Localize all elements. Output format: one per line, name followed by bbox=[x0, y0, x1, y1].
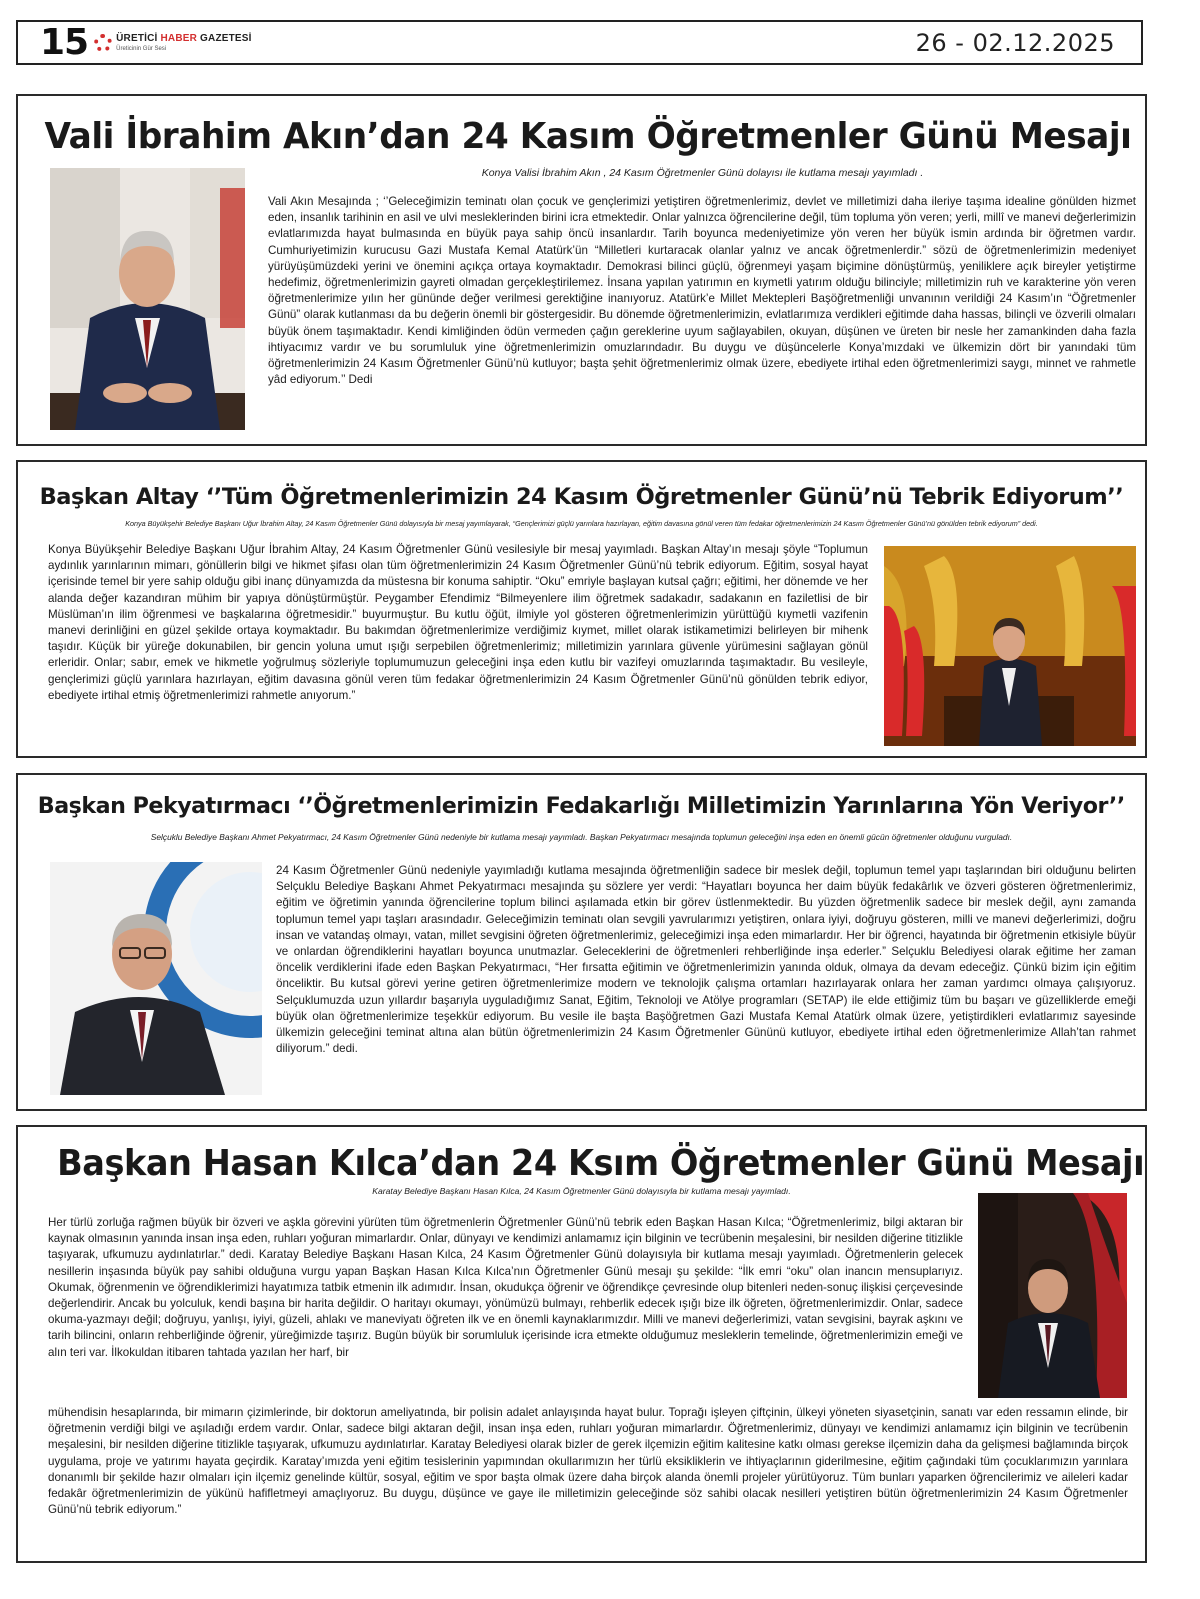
logo-word-1: ÜRETİCİ bbox=[116, 32, 158, 44]
article-lead: Konya Büyükşehir Belediye Başkanı Uğur İbrahim Altay, 24 Kasım Öğretmenler Günü dolayısıyla bir mesaj yayımlayarak, “Gençlerimizi güçlü yarınlara hazırlayan, eğitim davasına gönül veren tüm fedakar öğretmenlerimizin 24 Kasım Öğretmenler Günü’nü gönülden tebrik ediyorum” dedi. bbox=[125, 519, 1038, 528]
article-lead: Karatay Belediye Başkanı Hasan Kılca, 24 Kasım Öğretmenler Günü dolayısıyla bir kutlama mesajı yayımladı. bbox=[372, 1186, 791, 1196]
logo-word-3: GAZETESİ bbox=[200, 32, 252, 44]
portrait-photo bbox=[978, 1193, 1127, 1398]
article-body: Vali Akın Mesajında ; ‘’Geleceğimizin teminatı olan çocuk ve gençlerimizi yetiştiren öğretmenlerimiz, devlet ve milletimizi daha ileriye taşıma idealine gönülden hizmet eden, insanlık tarihinin en asil ve ulvi mesleklerinden birini icra etmektedir. Onlar yalnızca öğrencilerine değil, tüm topluma yön veren; yerli, millî ve manevi değerlerimizin evlatlarımızda hayat bulmasında en büyük paya sahip öncü insanlardır. Tarih boyunca medeniyetimize yön veren her büyük ismin ardında bir öğretmen vardır. Cumhuriyetimizin kurucusu Gazi Mustafa Kemal Atatürk’ün “Milletleri kurtaracak olanlar yalnız ve ancak öğretmenlerdir.” sözü de öğretmenlerimizin medeniyet yürüyüşümüzdeki yerini ve önemini açıkça ortaya koymaktadır. Demokrasi bilinci güçlü, öğrenmeyi yaşam biçimine dönüştürmüş, yeniliklere açık bireyler yetiştirme hedefimiz, öğretmenlerimizin gayreti olmadan gerçekleştirilemez. İnsana yapılan yatırımın en kıymetli yatırım olduğu bilinciyle; milletimizin ruh ve karakterine yön veren öğretmenlerimize yılın her gününde değer verilmesi gerektiğine inanıyoruz. Atatürk’e Millet Mektepleri Başöğretmenliği unvanının verildiği 24 Kasım’ın “Öğretmenler Günü” olarak kutlanması da bu değerin önemli bir göstergesidir. Bu dönemde öğretmenlerimizin, evlatlarımıza verdikleri eğitimde daha hassas, bilinçli ve özverili olmaları büyük önem taşımaktadır. Kendi kimliğinden ödün vermeden çağın gereklerine uyum sağlayabilen, okuyan, düşünen ve üreten bir nesle her zamankinden daha fazla ihtiyacımız vardır ve bu sorumluluk yine öğretmenlerimizin omuzlarındadır. Bu duygu ve düşüncelerle Konya’mızdaki ve ülkemizin dört bir yanındaki tüm öğretmenlerimizin 24 Kasım Öğretmenler Günü’nü kutluyor; başta şehit öğretmenlerimiz olmak üzere, ebediyete irtihal eden öğretmenlerimizi saygı, minnet ve rahmetle yâd ediyorum.’’ Dedi bbox=[268, 195, 1136, 387]
logo-tagline: Üreticinin Gür Sesi bbox=[116, 45, 167, 52]
page-number: 15 bbox=[40, 22, 89, 63]
person-photo-icon bbox=[50, 862, 262, 1095]
portrait-photo bbox=[50, 862, 262, 1095]
portrait-photo bbox=[50, 168, 245, 430]
logo-word-2: HABER bbox=[160, 32, 198, 44]
person-photo-icon bbox=[978, 1193, 1127, 1398]
person-photo-icon bbox=[884, 546, 1136, 746]
page-header bbox=[16, 20, 1143, 65]
article-lead: Selçuklu Belediye Başkanı Ahmet Pekyatırmacı, 24 Kasım Öğretmenler Günü nedeniyle bir kutlama mesajı yayımladı. Başkan Pekyatırmacı mesajında toplumun geleceğini inşa eden en önemli gücün öğretmenler olduğunu vurguladı. bbox=[150, 832, 1013, 842]
article-mayor-pekyatirmaci bbox=[16, 773, 1147, 1111]
article-lead: Konya Valisi İbrahim Akın , 24 Kasım Öğretmenler Günü dolayısı ile kutlama mesajı yayımladı . bbox=[481, 167, 924, 179]
gear-icon bbox=[94, 34, 112, 52]
article-body-bottom: mühendisin hesaplarında, bir mimarın çizimlerinde, bir doktorun ameliyatında, bir polisin adalet anlayışında hayat bulur. Toprağı işleyen çiftçinin, ülkeyi yöneten siyasetçinin, sanatı var eden ressamın elinde, bir öğretmenin verdiği bilgi ve aşıladığı erdem vardır. Onlar, sadece bilgi aktaran değil, insan inşa eden, ruhları yoğuran mimarlardır. Öğretmenlerimiz, dünyayı ve kendimizi anlamamız için bilginin ve tecrübenin meşalesini, bir nesilden diğerine titizlikle taşıyarak, ufkumuzu aydınlatırlar. Karatay Belediyesi olarak bizler de gerek ilçemizin eğitim kalitesine katkı olması gerekse ilçemizin daha da gelişmesi bağlamında birçok uygulama, proje ve yatırımı hayata geçirdik. Karatay’ımızda yeni eğitim tesislerinin yapımından okullarımızın her türlü eksikliklerin ve ihtiyaçlarının giderilmesine, eğitim çağındaki tüm çocuklarımızın yarınlara donanımlı bir şekilde hazır olmaları için ilçemiz genelinde kültür, sosyal, eğitim ve spor başta olmak üzere daha birçok alanda önemli projeler yürütüyoruz. Tüm bunları yaparken öğrencilerimiz ve aileleri kadar fedakâr öğretmenlerimizin de yükünü hafifletmeyi amaçlıyoruz. Bu duygu, düşünce ve gaye ile milletimizin geleceğinde söz sahibi olacak nesilleri yetiştiren bütün öğretmenlerimizin 24 Kasım Öğretmenler Günü’nü tebrik ediyorum.” bbox=[48, 1406, 1128, 1517]
newspaper-logo bbox=[94, 34, 252, 52]
article-headline: Başkan Pekyatırmacı ‘’Öğretmenlerimizin Fedakarlığı Milletimizin Yarınlarına Yön Veriyor’’ bbox=[37, 793, 1125, 819]
article-mayor-altay bbox=[16, 460, 1147, 758]
article-headline: Başkan Hasan Kılca’dan 24 Ksım Öğretmenler Günü Mesajı bbox=[57, 1143, 1145, 1184]
article-body-top: Her türlü zorluğa rağmen büyük bir özveri ve aşkla görevini yürüten tüm öğretmenlerin Öğretmenler Günü’nü tebrik eden Başkan Hasan Kılca; “Öğretmenlerimiz, bilgi aktaran bir kaynak olmasının yanında insan inşa eden, ruhları yoğuran mimarlardır. Onlar, dünyayı ve kendimizi anlamamız için bilginin ve tecrübenin meşalesini, bir nesilden diğerine titizlikle taşıyarak, ufkumuzu aydınlatırlar.” dedi. Karatay Belediye Başkanı Hasan Kılca, 24 Kasım Öğretmenler Günü dolayısıyla bir kutlama mesajı yayımladı. Öğretmenlerin gelecek nesillerin inşasında büyük pay sahibi olduğuna vurgu yapan Başkan Hasan Kılca Kılca’nın Öğretmenler Günü mesajı şu şekilde: “İlk emri “oku” olan inancın mensuplarıyız. Okumak, öğrenmenin ve öğrendiklerimizi hayatımıza tatbik etmenin ilk adımıdır. İnsan, okudukça öğrenir ve öğrendikçe çevresinde olup bitenleri neden-sonuç ilişkisi çerçevesinde değerlendirir. Ancak bu yolculuk, kendi başına bir harita değildir. O haritayı okumayı, yönümüzü bulmayı, rehberlik edecek ışığı bize ilk öğreten, öğretmenlerimizdir. Onlar, sadece okuma-yazmayı değil; doğruyu, yanlışı, iyiyi, güzeli, ahlakı ve maneviyatı öğreten ilk ve en önemli kaynaklarımızdır. Milli ve manevi değerlerimizi, vatan sevgisini, bayrak aşkını ve tarih bilincini, onların rehberliğinde öğrenir, yüreğimizde taşırız. Bugün büyük bir sorumluluk içerisinde icra etmekte olduğumuz mesleklerin temelinde, öğretmenlerimizin emeği ve alın teri var. İlkokuldan itibaren tahtada yazılan her harf, bir bbox=[48, 1216, 963, 1359]
issue-date: 26 - 02.12.2025 bbox=[915, 28, 1115, 57]
article-governor-akin bbox=[16, 94, 1147, 446]
article-body: 24 Kasım Öğretmenler Günü nedeniyle yayımladığı kutlama mesajında öğretmenliğin sadece bir meslek değil, toplumun temel yapı taşlarından biri olduğunu belirten Selçuklu Belediye Başkanı Ahmet Pekyatırmacı mesajında şu sözlere yer verdi: “Hayatları boyunca her daim büyük fedakârlık ve özveri gösteren öğretmenlerimiz, eğitim ve öğretimin yanında öğrencilerine toplum bilinci aşılamada etkin bir görev üstlenmektedir. Bu yüzden öğretmenlik sadece bir meslek değil, aynı zamanda toplumun temel yapı taşları arasındadır. Geleceğimizin teminatı olan sevgili yavrularımızı yetiştiren, onlara iyiyi, doğruyu gösteren, milli ve manevi değerlerimizi, doğru insan ve vatandaş olmayı, vatan, millet sevgisini öğreten öğretmenlerimiz, geleceğimizi inşa eden mimarlardır. Her bir öğrenci, hayatında bir öğretmenin etkisiyle büyür ve onlardan öğrendiklerini hayatları boyunca unutmazlar. Geleceklerini de öğretmenleri rehberliğinde inşa ederler.” Selçuklu Belediyesi olarak eğitime her zaman öncelik verdiklerini ifade eden Başkan Pekyatırmacı, “Her fırsatta eğitimin ve öğretmenlerimizin yanında olduk, olmaya da devam edeceğiz. Çünkü bizim için eğitim önceliktir. Bu kutsal görevi yerine getiren öğretmenlerimize modern ve teknolojik çalışma ortamları hazırlayarak onlara her zaman yardımcı olmaya çalışıyoruz. Selçuklumuzda uzun yıllardır başarıyla uyguladığımız Sanat, Eğitim, Teknoloji ve Atölye programları (SETAP) ile elde ettiğimiz tüm bu başarı ve güzelliklerde emeği büyük olan öğretmenlerimize teşekkür ediyorum. Bu vesile ile başta Başöğretmen Gazi Mustafa Kemal Atatürk olmak üzere, yetiştirdikleri evlatlarımız sayesinde ülkemizin geleceğini teminat altına alan bütün öğretmenlerimizin 24 Kasım Öğretmenler Gününü kutluyor, ebediyete irtihal eden öğretmenlerimize Allah’tan rahmet diliyorum.” dedi. bbox=[276, 864, 1136, 1056]
article-headline: Vali İbrahim Akın’dan 24 Kasım Öğretmenler Günü Mesajı bbox=[44, 116, 1132, 157]
article-body: Konya Büyükşehir Belediye Başkanı Uğur İbrahim Altay, 24 Kasım Öğretmenler Günü vesilesiyle bir mesaj yayımladı. Başkan Altay’ın mesajı şöyle “Toplumun aydınlık yarınlarının mimarı, gönüllerin bilgi ve hikmet şifası olan tüm öğretmenlerimizin 24 Kasım Öğretmenler Günü’nü tebrik ediyorum. Eğitim, sosyal hayat içerisinde temel bir yere sahip olduğu gibi inanç dünyamızda da müstesna bir konuma sahiptir. “Oku” emriyle başlayan kutsal çağrı; eğitimi, her dönemde ve her alanda değer kazandıran mühim bir yapıya dönüştürmüştür. Peygamber Efendimiz “Bilmeyenlere ilim öğretmek sadakadır, sadakanın en faziletlisi de bir Müslüman’ın ilim öğrenmesi ve başkalarına öğretmesidir.” buyurmuştur. Bu kutlu öğüt, ilmiyle yol gösteren öğretmenlerimizin yürüttüğü kıymetli vazifenin manevi derinliğini en güzel şekilde ortaya koymaktadır. Bu bakımdan öğretmenlerimize verdiğimiz kıymet, millet olarak istikametimizi belirleyen bir mihenk taşıdır. Küçük bir yüreğe dokunabilen, bir gencin yoluna umut ışığı serpebilen öğretmenlerimiz; milletimizin yarınlara güvenle yürümesini sağlayan gönül erleridir. Onlar; sabır, emek ve hikmetle yoğrulmuş sözleriyle toplumumuzun geleceğini inşa eden kutlu bir vazifeyi omuzlarında taşımaktadır. Bu vesileyle, gençlerimizi güçlü yarınlara hazırlayan, eğitim davasına gönül veren tüm fedakar öğretmenlerimizin 24 Kasım Öğretmenler Günü’nü gönülden tebrik ediyor, ebediyete irtihal etmiş öğretmenlerimizi rahmetle anıyorum.” bbox=[48, 543, 868, 702]
person-photo-icon bbox=[50, 168, 245, 430]
header-left bbox=[40, 22, 252, 63]
article-headline: Başkan Altay ‘’Tüm Öğretmenlerimizin 24 Kasım Öğretmenler Günü’nü Tebrik Ediyorum’’ bbox=[39, 484, 1124, 510]
portrait-photo bbox=[884, 546, 1136, 746]
article-mayor-kilca bbox=[16, 1125, 1147, 1563]
